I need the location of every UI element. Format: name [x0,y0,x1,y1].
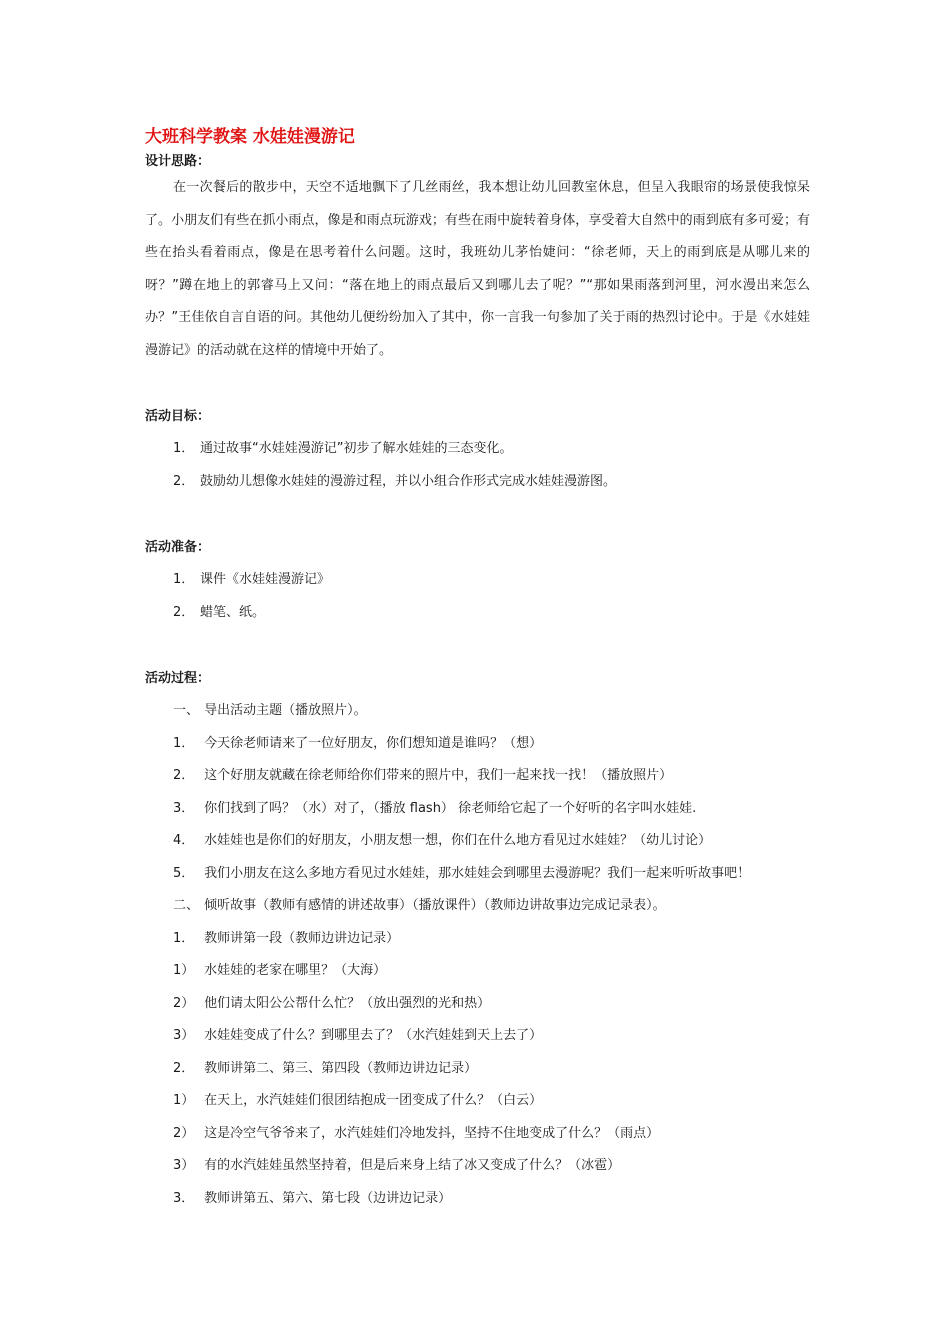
process-heading: 活动过程： [145,671,211,686]
list-item: 1． 教师讲第一段（教师边讲边记录） [173,930,400,946]
list-item: 2． 蜡笔、纸。 [173,604,266,620]
list-item: 4． 水娃娃也是你们的好朋友，小朋友想一想，你们在什么地方看见过水娃娃？（幼儿讨论） [173,833,712,848]
list-item: 2． 鼓励幼儿想像水娃娃的漫游过程，并以小组合作形式完成水娃娃漫游图。 [173,473,617,489]
list-item: 2． 教师讲第二、第三、第四段（教师边讲边记录） [173,1060,478,1076]
list-item: 3． 教师讲第五、第六、第七段（边讲边记录） [173,1190,452,1206]
list-item: 2） 这是冷空气爷爷来了，水汽娃娃们冷地发抖，坚持不住地变成了什么？（雨点） [173,1125,660,1141]
design-paragraph: 在一次餐后的散步中，天空不适地飘下了几丝雨丝，我本想让幼儿回教室休息，但呈入我眼帘的场景使我惊呆了。小朋友们有些在抓小雨点，像是和雨点玩游戏；有些在雨中旋转着身体，享受着大自然中的雨到底有多可爱；有些在抬头看着雨点，像是在思考着什么问题。这时，我班幼儿茅怡婕问：“徐老师，天上的雨到底是从哪儿来的呀？”蹲在地上的郭睿马上又问：“落在地上的雨点最后又到哪儿去了呢？”“那如果雨落到河里，河水漫出来怎么办？”王佳依自言自语的问。其他幼儿便纷纷加入了其中，你一言我一句参加了关于雨的热烈讨论中。于是《水娃娃漫游记》的活动就在这样的情境中开始了。 [145,180,810,358]
list-item: 3． 你们找到了吗？（水）对了，（播放 flash） 徐老师给它起了一个好听的名字叫水娃娃. [173,800,697,816]
prep-heading: 活动准备： [145,540,211,555]
list-item: 1． 通过故事“水娃娃漫游记”初步了解水娃娃的三态变化。 [173,441,513,456]
process-list [145,695,810,1215]
design-heading: 设计思路： [145,154,211,169]
document-page [145,122,810,1215]
list-item: 5． 我们小朋友在这么多地方看见过水娃娃，那水娃娃会到哪里去漫游呢？我们一起来听听故事吧！ [173,865,751,881]
list-item: 2． 这个好朋友就藏在徐老师给你们带来的照片中，我们一起来找一找！（播放照片） [173,768,673,783]
document-title: 大班科学教案 水娃娃漫游记 [145,127,355,147]
list-item: 1． 课件《水娃娃漫游记》 [173,572,331,587]
list-item: 1） 在天上，水汽娃娃们很团结抱成一团变成了什么？（白云） [173,1093,543,1108]
list-item: 2） 他们请太阳公公帮什么忙？（放出强烈的光和热） [173,995,491,1011]
list-item: 1． 今天徐老师请来了一位好朋友，你们想知道是谁吗？（想） [173,735,543,751]
goals-heading: 活动目标： [145,409,211,424]
list-item: 一、 导出活动主题（播放照片）。 [173,703,367,718]
list-item: 1） 水娃娃的老家在哪里？（大海） [173,963,387,978]
list-item: 二、 倾听故事（教师有感情的讲述故事）（播放课件）（教师边讲故事边完成记录表）。 [173,898,666,913]
prep-list [145,564,810,629]
list-item: 3） 水娃娃变成了什么？到哪里去了？（水汽娃娃到天上去了） [173,1028,543,1043]
goals-list [145,433,810,498]
list-item: 3） 有的水汽娃娃虽然坚持着，但是后来身上结了冰又变成了什么？（冰雹） [173,1158,621,1173]
